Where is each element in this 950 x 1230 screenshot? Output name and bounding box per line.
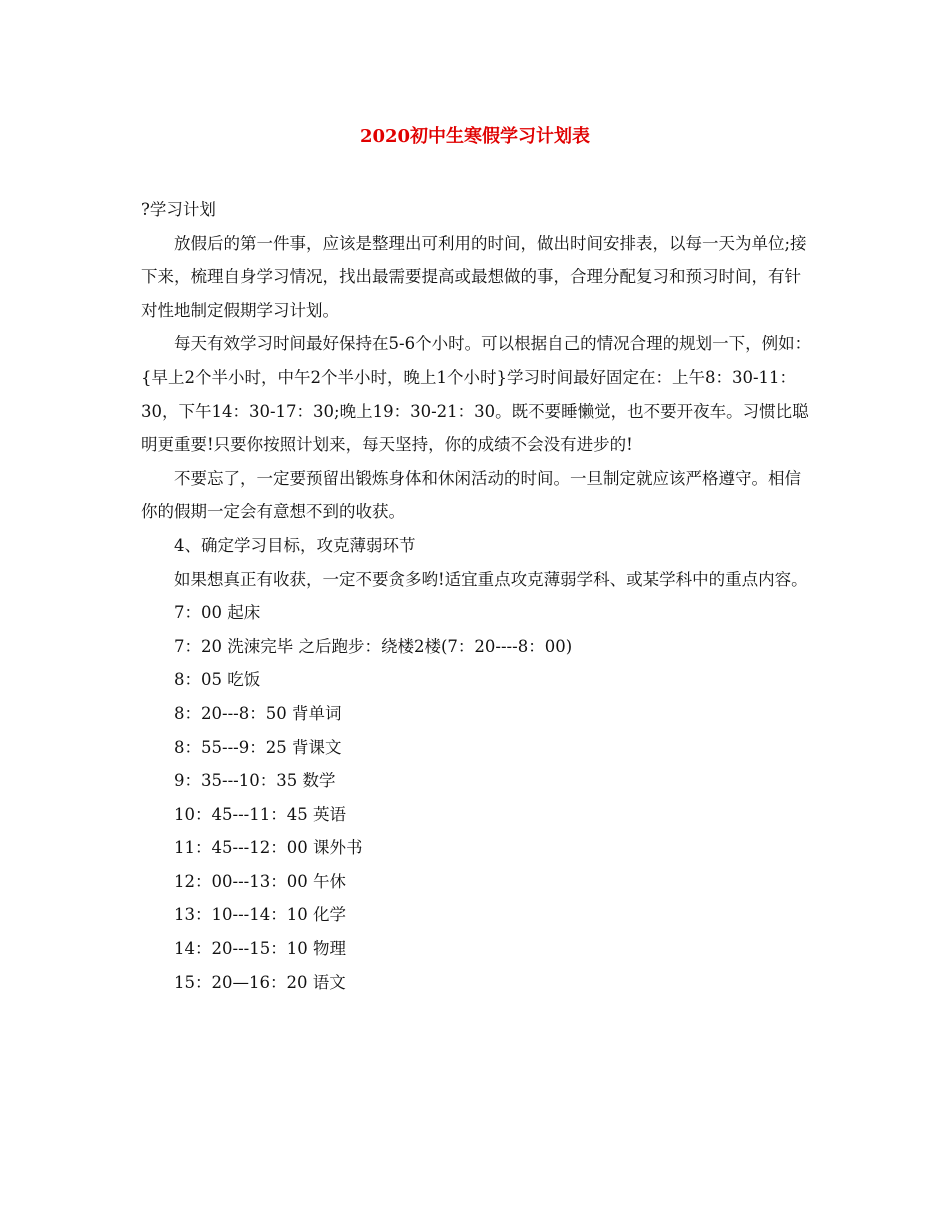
schedule-item: 13：10---14：10 化学 xyxy=(174,905,346,925)
schedule-item: 8：55---9：25 背课文 xyxy=(174,737,342,757)
schedule-item: 8：20---8：50 背单词 xyxy=(174,703,342,723)
paragraph-5: 如果想真正有收获，一定不要贪多哟!适宜重点攻克薄弱学科、或某学科中的重点内容。 xyxy=(174,569,808,589)
section-heading: ?学习计划 xyxy=(141,200,216,219)
paragraph-2: 每天有效学习时间最好保持在5-6个小时。可以根据自己的情况合理的规划一下，例如：{早上2个半小时，中午2个半小时，晚上1个小时}学习时间最好固定在：上午8：30-11：30，下午14：30-17：30;晚上19：30-21：30。既不要睡懒觉，也不要开夜车。习惯比聪明更重要!只要你按照计划来，每天坚持，你的成绩不会没有进步的! xyxy=(141,334,812,455)
schedule-item: 9：35---10：35 数学 xyxy=(174,771,336,791)
document-body xyxy=(141,193,816,999)
paragraph-4: 4、确定学习目标，攻克薄弱环节 xyxy=(174,535,416,555)
schedule-item: 10：45---11：45 英语 xyxy=(174,804,346,824)
schedule-item: 15：20—16：20 语文 xyxy=(174,972,346,992)
schedule-item: 14：20---15：10 物理 xyxy=(174,939,346,959)
schedule-item: 7：20 洗涑完毕 之后跑步：绕楼2楼(7：20----8：00) xyxy=(174,636,573,656)
schedule-item: 8：05 吃饭 xyxy=(174,670,261,690)
schedule-list xyxy=(141,596,816,999)
paragraph-3: 不要忘了，一定要预留出锻炼身体和休闲活动的时间。一旦制定就应该严格遵守。相信你的假期一定会有意想不到的收获。 xyxy=(141,468,801,522)
schedule-item: 7：00 起床 xyxy=(174,603,261,623)
schedule-item: 11：45---12：00 课外书 xyxy=(174,838,363,858)
paragraph-1: 放假后的第一件事，应该是整理出可利用的时间，做出时间安排表，以每一天为单位;接下来，梳理自身学习情况，找出最需要提高或最想做的事，合理分配复习和预习时间，有针对性地制定假期学习计划。 xyxy=(141,233,807,320)
schedule-item: 12：00---13：00 午休 xyxy=(174,871,346,891)
document-title: 2020初中生寒假学习计划表 xyxy=(359,126,591,147)
